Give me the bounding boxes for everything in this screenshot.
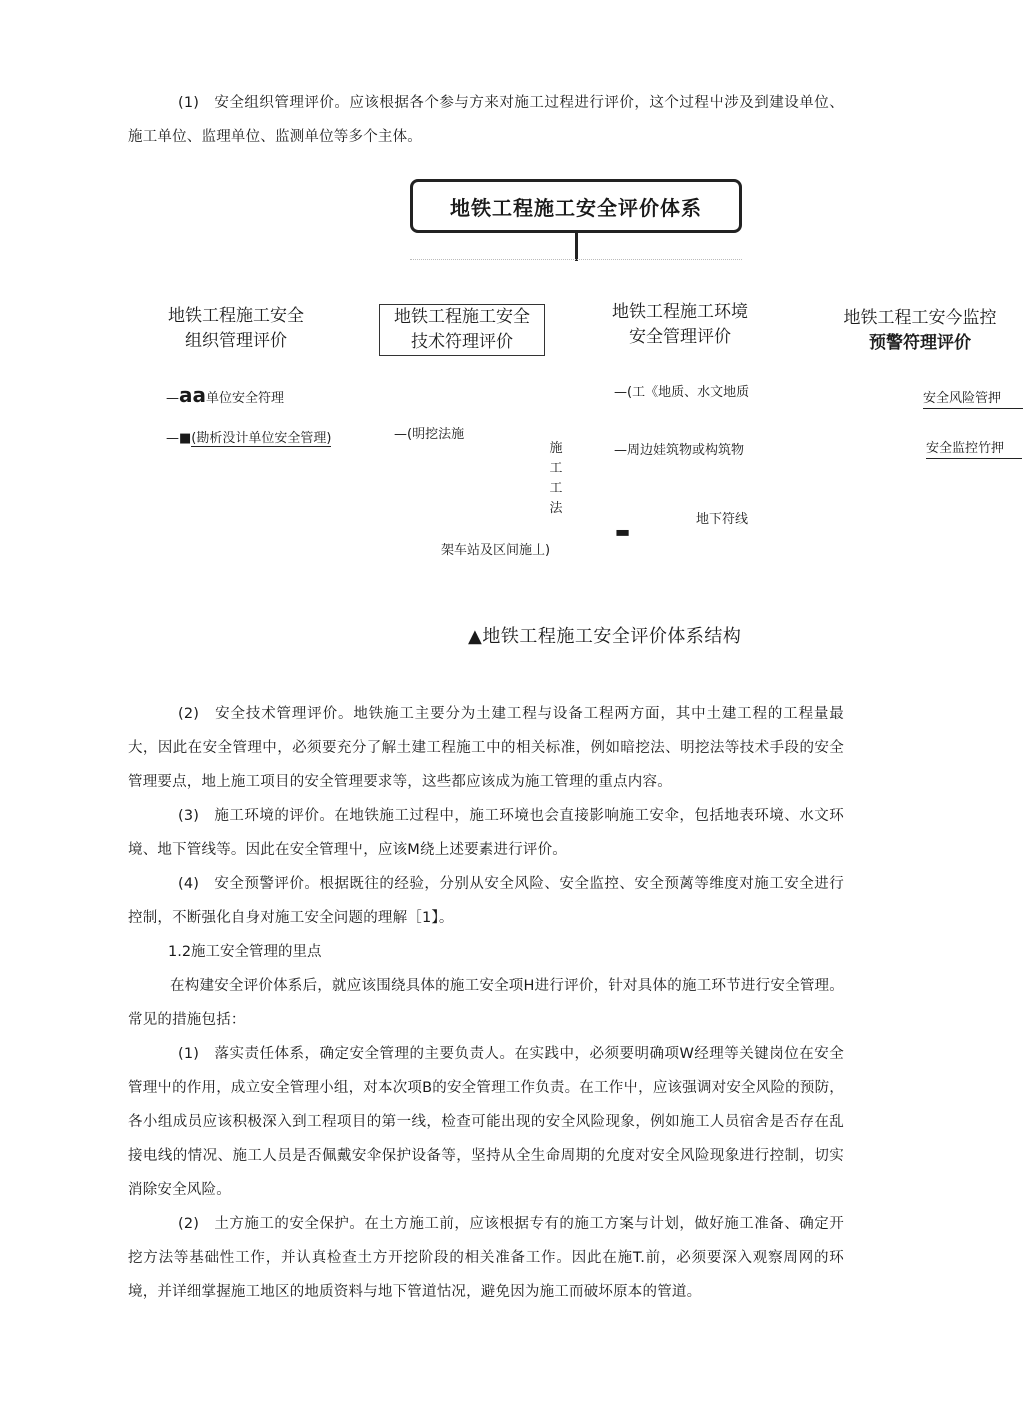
paragraph-3: (3) 施工环境的评价。在地铁施工过程中，施工环境也会直接影响施工安伞，包括地表环境、水文环境、地下管线等。因此在安全管理屮，应该M绕上述要素进行评价。: [128, 808, 844, 858]
category-label-line: 预警符理评价: [869, 333, 971, 353]
paragraph-2: (2) 安全技术管理评价。地铁施工主要分为土建工程与设备工程两方面，其中土建工程的工程量最大，因此在安全管理中，必须要充分了解土建工程施工中的相关标准，例如暗挖法、明挖法等技术手段的安全管理要点，地上施工项目的安全管理要求等，这些都应该成为施工管理的重点内容。: [128, 706, 844, 790]
paragraph-1: (1) 安全组织管理评价。应该根据各个参与方来对施工过程进行评价，这个过程屮涉及到建设单位、施工单位、监理单位、监测单位等多个主体。: [128, 95, 844, 145]
item-text: 单位安全符理: [206, 391, 285, 406]
item-open-cut-method: —(明挖法施: [394, 427, 465, 442]
item-mark: ▬: [615, 522, 631, 541]
item-text: (勘析没计单位安全管理): [191, 431, 332, 446]
paragraph-6: (1) 落实责任体系，确定安全管理的主要负责人。在实践中，必须要明确项W经理等关键岗位在安全管理屮的作用，成立安全管理小组，对本次项B的安全管理工作负责。在工作屮，应该强调对安全风险的预防，各小组成员应该积极深入到工程项目的第一线，检查可能出现的安全风险现象，例如施工人员宿舍是否存在乱接电线的情况、施工人员是否佩戴安伞保护设备等，坚持从全生命周期的允度对安全风险现象进行控制，切实消除安全风险。: [128, 1046, 844, 1198]
item-station-section-construction: 架车站及区间施丄): [441, 543, 551, 558]
category-technical-management: [379, 304, 545, 356]
category-environment-management: [604, 300, 756, 350]
item-prefix: aa: [179, 383, 206, 407]
diagram-root-node: 地铁工程施工安全评价体系: [410, 179, 742, 233]
item-surrounding-buildings: —周边娃筑物或构筑物: [614, 443, 745, 458]
category-label-line: 地铁工程施工环境: [612, 302, 748, 322]
section-heading-1-2: 1.2施工安全管理的里点: [168, 944, 322, 960]
item-prefix: —■: [166, 431, 192, 446]
item-construction-method-vertical: 施工工法: [549, 441, 563, 516]
item-dash: —: [166, 391, 179, 406]
category-label-line: 安全管理评价: [629, 327, 731, 347]
item-underground-pipelines: 地下符线: [696, 512, 749, 527]
paragraph-4: (4) 安全预警评价。根据既往的经验，分别从安全风险、安全监控、安全预蓠等维度对施工安全进行控制，不断强化自身对施工安全问题的理解［1】。: [128, 876, 844, 926]
paragraph-5: 在构建安全评价体系后，就应该围绕具体的施工安全项H进行评价，针对具体的施工环节进行安全管理。常见的措施包括：: [128, 978, 844, 1028]
diagram-caption: ▲地铁工程施工安全评价体系结构: [468, 626, 742, 647]
item-safety-monitoring-management: 安全监控竹押: [926, 440, 1022, 459]
diagram-divider: [410, 259, 742, 260]
category-label-line: 地铁工程工安今监控: [843, 308, 997, 328]
category-label-line: 地铁工程施工安全: [168, 306, 304, 326]
diagram-root-connector: [575, 233, 578, 261]
paragraph-7: (2) 土方施工的安全保护。在土方施工前，应该根据专有的施工方案与计划，做好施工准备、确定开挖方法等基础性工作，并认真检查土方开挖阶段的相关准备工作。因此在施T.前，必须要深入观察周网的环境，并详细掌握施工地区的地质资料与地下管道怙况，避免因为施工而破坏原本的管道。: [128, 1216, 844, 1300]
item-safety-risk-management: 安全风险管押: [923, 390, 1023, 409]
category-monitoring-warning: [834, 306, 1006, 356]
item-unit-safety-management: [166, 383, 285, 408]
category-organization-management: [160, 304, 312, 354]
category-label-line: 地铁工程施工安全: [394, 307, 530, 327]
category-label-line: 技术符理评价: [411, 332, 513, 352]
category-label-line: 组织管理评价: [185, 331, 287, 351]
item-geology-hydrology: —(工《地质、水文地质: [614, 385, 750, 400]
item-survey-design-unit: [166, 430, 331, 448]
